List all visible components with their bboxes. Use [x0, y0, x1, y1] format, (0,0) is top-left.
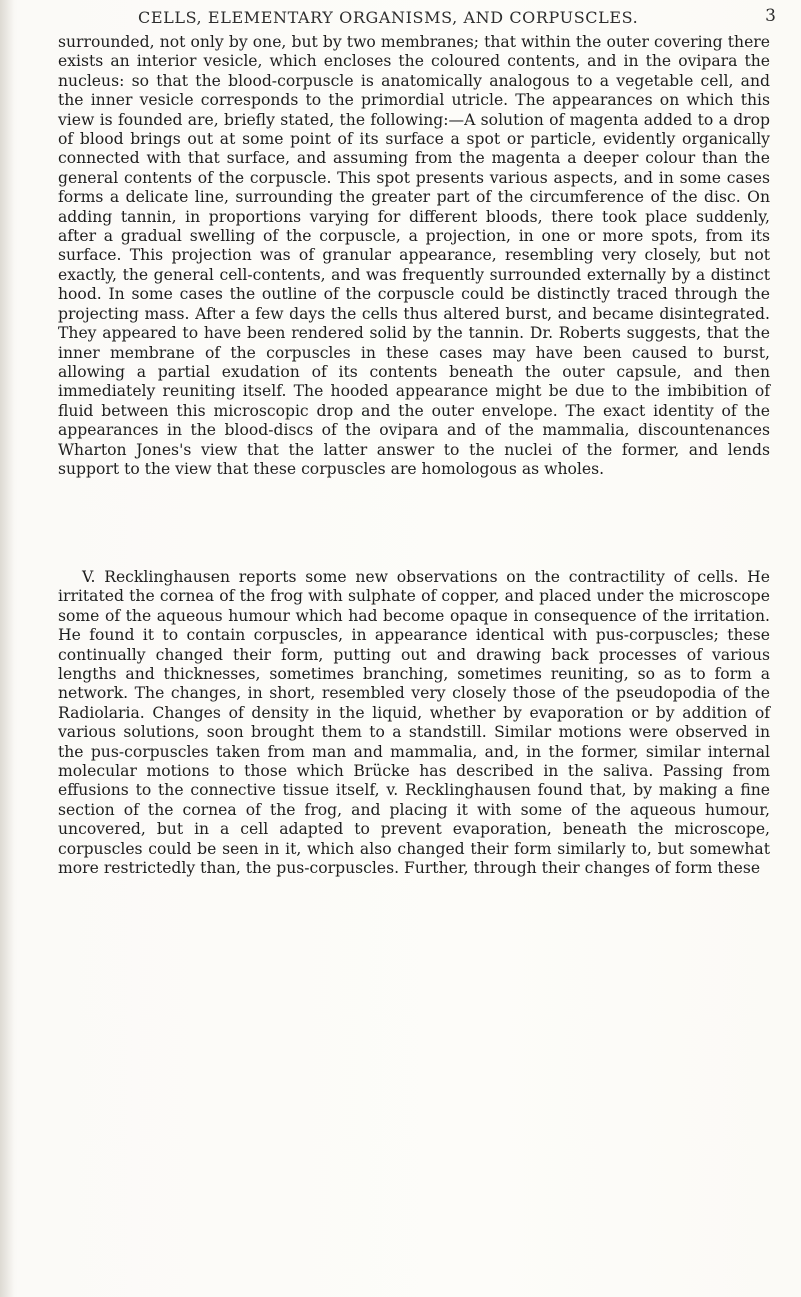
paragraph-1-text: surrounded, not only by one, but by two membranes; that within the outer covering there exists an interior vesicle, which encloses the coloured contents, and in the ovipara the nucleus: so that the blood-corpuscle is anatomically analogous to a vegetable cell, and the inner vesicle corresponds to the primordial utricle. The appearances on which this view is founded are, briefly stated, the following:—A solution of magenta added to a drop of blood brings out at some point of its surface a spot or particle, evidently organically connected with that surface, and assuming from the magenta a deeper colour than the general contents of the corpuscle. This spot presents various aspects, and in some cases forms a delicate line, surrounding the greater part of the circumference of the disc. On adding tannin, in proportions varying for different bloods, there took place suddenly, after a gradual swelling of the corpuscle, a projection, in one or more spots, from its surface. This projection was of granular appearance, resembling very closely, but not exactly, the general cell-contents, and was frequently surrounded externally by a distinct hood. In some cases the outline of the corpuscle could be distinctly traced through the projecting mass. After a few days the cells thus altered burst, and became disintegrated. They appeared to have been rendered solid by the tannin. Dr. Roberts suggests, that the inner membrane of the corpuscles in these cases may have been caused to burst, allowing a partial exudation of its contents beneath the outer capsule, and then immediately reuniting itself. The hooded appearance might be due to the imbibition of fluid between this microscopic drop and the outer envelope. The exact identity of the appearances in the blood-discs of the ovipara and of the mammalia, discountenances Wharton Jones's view that the latter answer to the nuclei of the former, and lends support to the view that these corpuscles are homologous as wholes. — [58, 33, 770, 478]
page-number: 3 — [765, 6, 776, 26]
page-gutter-shadow — [0, 0, 14, 1297]
paragraph-2-text: V. Recklinghausen reports some new observations on the contractility of cells. He irritated the cornea of the frog with sulphate of copper, and placed under the microscope some of the aqueous humour which had become opaque in consequence of the irritation. He found it to contain corpuscles, in appearance identical with pus-corpuscles; these continually changed their form, putting out and drawing back processes of various lengths and thicknesses, sometimes branching, sometimes reuniting, so as to form a network. The changes, in short, resembled very closely those of the pseudopodia of the Radiolaria. Changes of density in the liquid, whether by evaporation or by addition of various solutions, soon brought them to a standstill. Similar motions were observed in the pus-corpuscles taken from man and mammalia, and, in the former, similar internal molecular motions to those which Brücke has described in the saliva. Passing from effusions to the connective tissue itself, v. Recklinghausen found that, by making a fine section of the cornea of the frog, and placing it with some of the aqueous humour, uncovered, but in a cell adapted to prevent evaporation, beneath the microscope, corpuscles could be seen in it, which also changed their form similarly to, but somewhat more restrictedly than, the pus-corpuscles. Further, through their changes of form these — [58, 568, 770, 878]
paragraph-2 — [58, 568, 770, 879]
paragraph-1 — [58, 33, 770, 479]
running-head — [58, 6, 778, 30]
running-title: CELLS, ELEMENTARY ORGANISMS, AND CORPUSCLES. — [138, 8, 639, 27]
